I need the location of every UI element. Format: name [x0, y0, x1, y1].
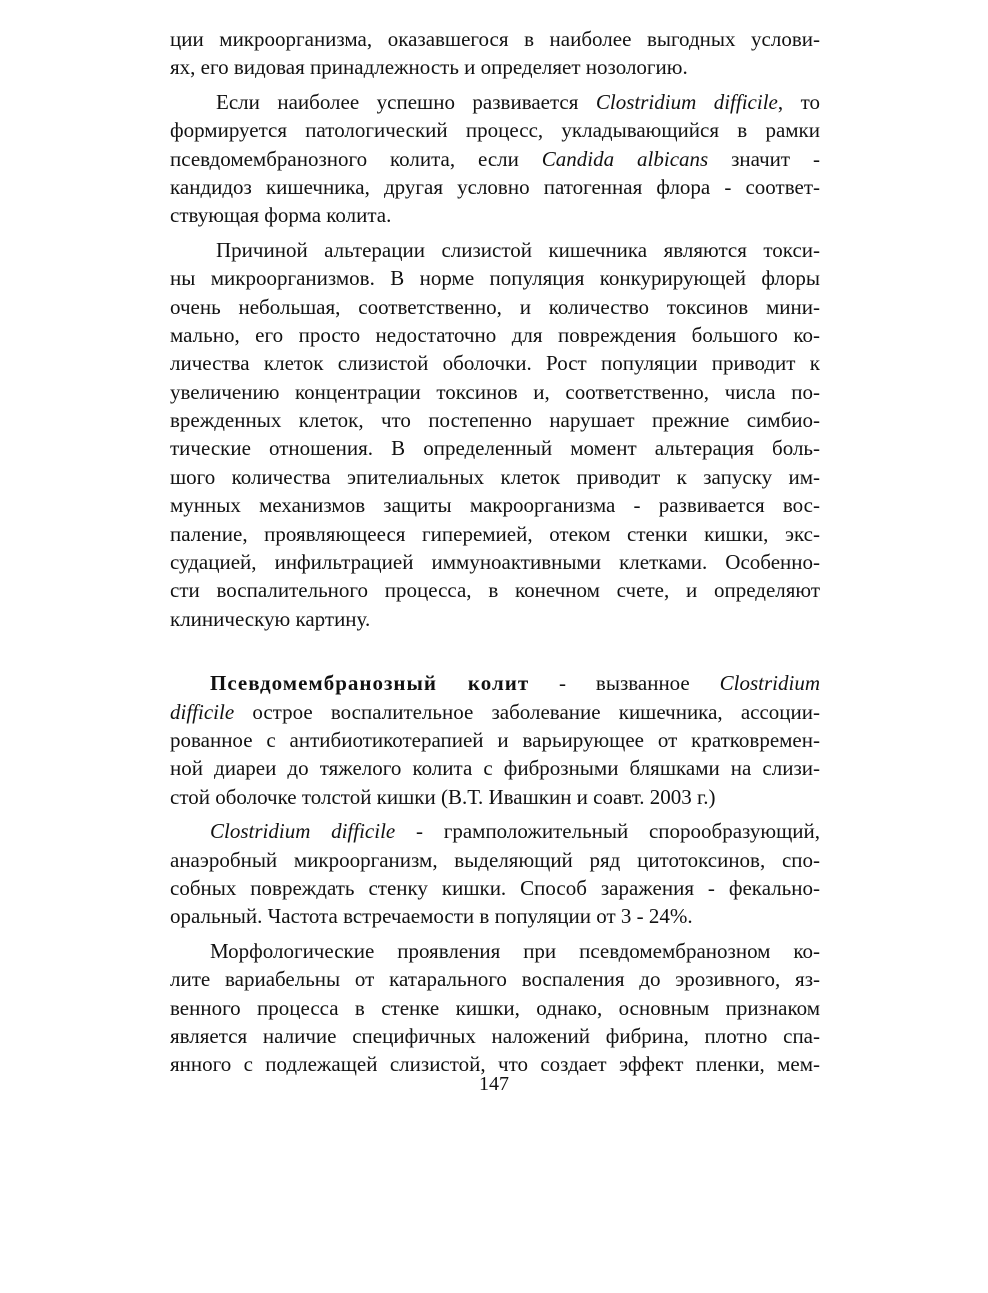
- text-line: личества клеток слизистой оболочки. Рост популяции приводит к: [170, 351, 820, 376]
- text-line: врежденных клеток, что постепенно нарушает прежние симбио-: [170, 408, 820, 433]
- text-line: клиническую картину.: [170, 606, 371, 631]
- text-line: Причиной альтерации слизистой кишечника являются токси-: [216, 237, 820, 262]
- text-run: значит -: [708, 146, 821, 171]
- text-run: - грамположительный спорообразующий,: [395, 819, 820, 844]
- text-line: венного процесса в стенке кишки, однако, основным признаком: [170, 995, 820, 1020]
- text-run: , то: [777, 89, 820, 114]
- text-line: собных повреждать стенку кишки. Способ заражения - фекально-: [170, 875, 820, 900]
- text-line: анаэробный микроорганизм, выделяющий ряд цитотоксинов, спо-: [170, 847, 820, 872]
- species-name: Candida albicans: [541, 146, 709, 171]
- text-line: кандидоз кишечника, другая условно патогенная флора - соответ-: [170, 174, 820, 199]
- text-line: шого количества эпителиальных клеток приводит к запуску им-: [170, 464, 820, 489]
- text-line: ной диареи дo тяжелого колита с фиброзными бляшками на слизи-: [170, 756, 820, 781]
- text-line: увеличению концентрации токсинов и, соответственно, числа по-: [170, 379, 820, 404]
- text-line: ции микроорганизма, оказавшегося в наиболее выгодных услови-: [170, 27, 820, 51]
- text-line: [170, 669, 820, 697]
- text-line: стой оболочке толстой кишки (В.Т. Ивашкин и соавт. 2003 г.): [170, 784, 716, 809]
- text-line: ны микроорганизмов. В норме популяция конкурирующей флоры: [170, 266, 820, 291]
- text-line: ях, его видовая принадлежность и определяет нозологию.: [170, 55, 688, 80]
- text-line: паление, проявляющееся гиперемией, отеком стенки кишки, экс-: [170, 521, 820, 546]
- text-line: [170, 817, 820, 845]
- text-line: мунных механизмов защиты макроорганизма - развивается вос-: [170, 493, 820, 518]
- text-run: - вызванное: [529, 671, 720, 696]
- text-line: сти воспалительного процесса, в конечном счете, и определяют: [170, 578, 820, 603]
- text-line: судацией, инфильтрацией иммуноактивными клетками. Особенно-: [170, 550, 820, 575]
- text-line: оральный. Частота встречаемости в популяции от 3 - 24%.: [170, 904, 693, 929]
- text-line: [170, 145, 820, 173]
- text-line: [170, 88, 820, 116]
- text-line: очень небольшая, соответственно, и количество токсинов мини-: [170, 294, 820, 319]
- text-line: [170, 698, 820, 726]
- text-line: лите вариабельны от катарального воспаления до эрозивного, яз-: [170, 967, 820, 992]
- species-name: Clostridium difficile: [595, 89, 778, 114]
- term-heading: Псевдомембранозный колит: [210, 671, 530, 696]
- species-name: Clostridium: [719, 671, 821, 696]
- text-line: Морфологические проявления при псевдомембранозном ко-: [210, 938, 820, 963]
- text-line: мально, его просто недостаточно для повреждения большого ко-: [170, 322, 820, 347]
- text-line: формируется патологический процесс, укладывающийся в рамки: [170, 118, 820, 143]
- text-line: рованное с антибиотикотерапией и варьирующее от кратковремен-: [170, 727, 820, 752]
- body-text: [170, 25, 820, 1079]
- section-gap: [170, 633, 820, 669]
- species-name: difficile: [170, 699, 235, 724]
- text-line: янного с подлежащей слизистой, что создает эффект пленки, мем-: [170, 1052, 820, 1077]
- text-line: тические отношения. В определенный момент альтерация боль-: [170, 436, 820, 461]
- text-run: острое воспалительное заболевание кишечника, ассоции-: [234, 699, 820, 724]
- text-run: Если наиболее успешно развивается: [216, 89, 596, 114]
- text-run: псевдомембранозного колита, если: [170, 146, 542, 171]
- text-line: ствующая форма колита.: [170, 203, 392, 228]
- species-name: Clostridium difficile: [210, 819, 396, 844]
- text-line: является наличие специфичных наложений фибрина, плотно спа-: [170, 1023, 820, 1048]
- page-number: 147: [479, 1073, 509, 1095]
